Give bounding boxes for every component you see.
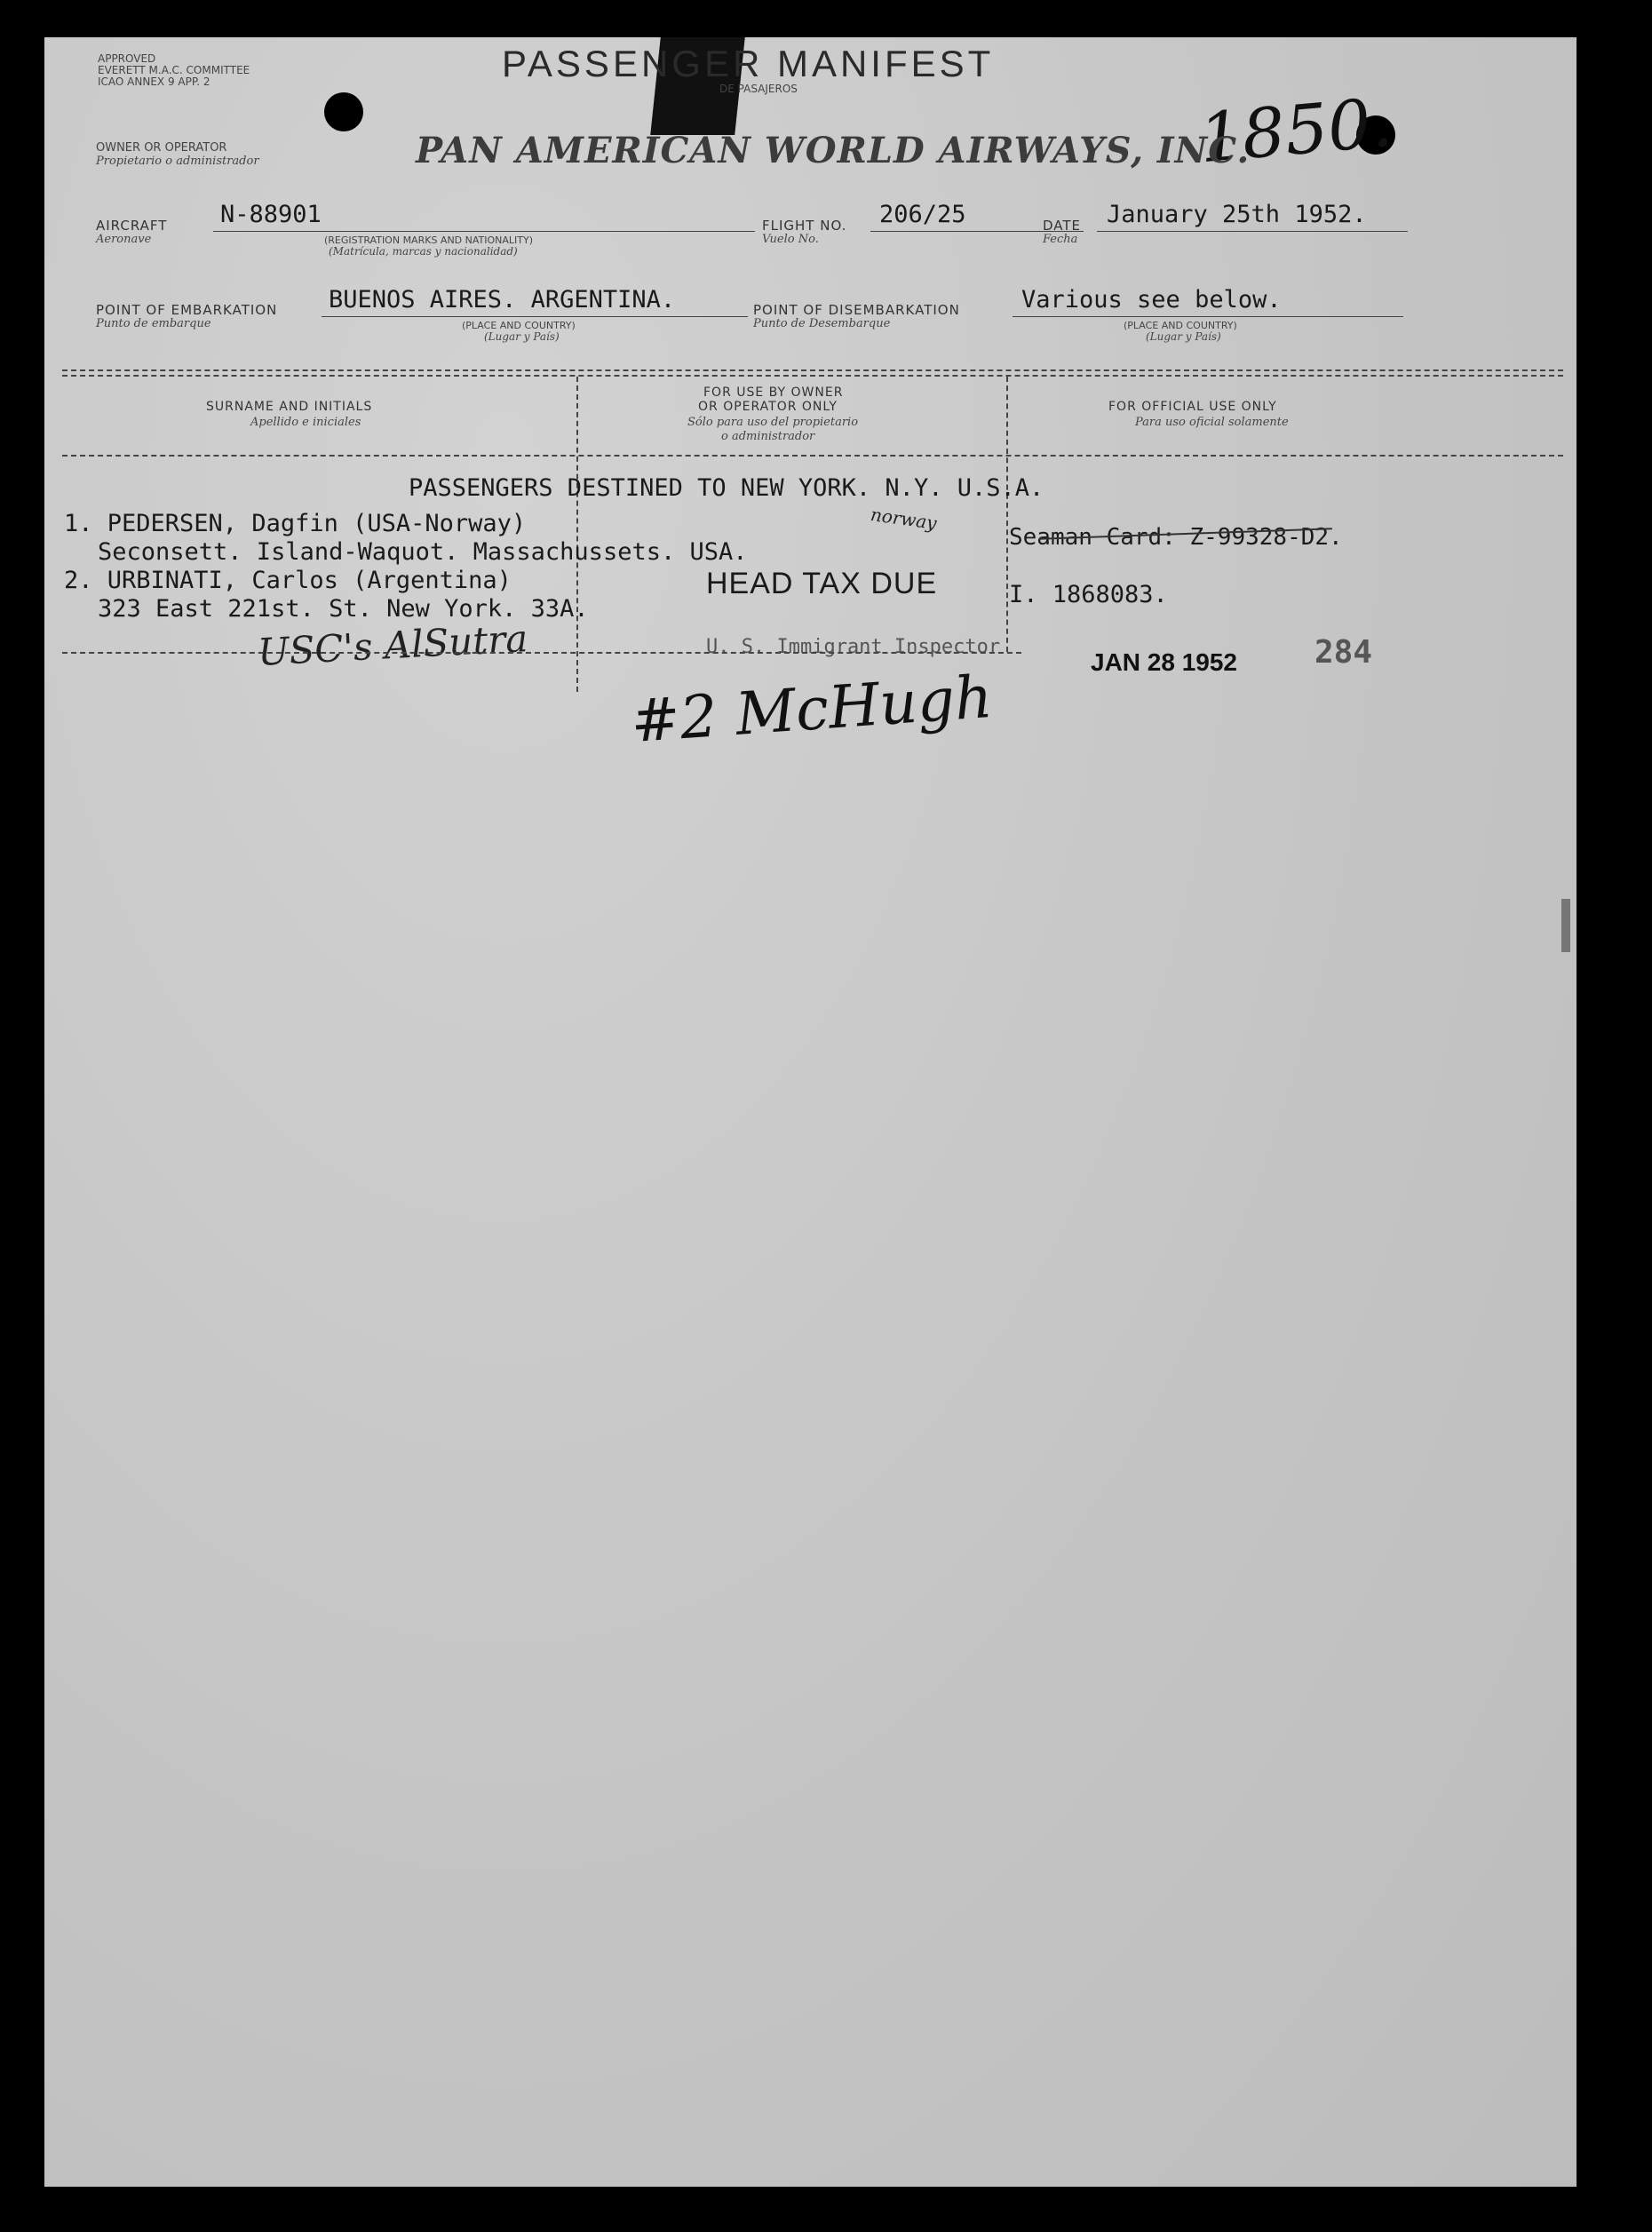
header-rule-1 xyxy=(62,369,1563,371)
date-label: DATE xyxy=(1043,218,1082,234)
manifest-title: PASSENGER MANIFEST xyxy=(502,43,995,84)
passenger-1-line-2: Seconsett. Island-Waquot. Massachussets. USA. xyxy=(98,538,748,566)
aircraft-label: AIRCRAFT xyxy=(96,218,168,234)
passenger-2-official: I. 1868083. xyxy=(1009,581,1168,608)
destination-heading: PASSENGERS DESTINED TO NEW YORK. N.Y. U.S.A. xyxy=(409,474,1044,502)
col-owner-header-es-a: Sólo para uso del propietario xyxy=(687,416,859,429)
aircraft-value: N-88901 xyxy=(220,201,322,228)
col-official-header-es: Para uso oficial solamente xyxy=(1135,416,1289,429)
disembark-underline xyxy=(1013,316,1403,317)
stamp-date: JAN 28 1952 xyxy=(1091,648,1238,676)
registration-note-es: (Matrícula, marcas y nacionalidad) xyxy=(329,245,518,258)
passenger-1-official: Seaman Card: Z-99328-D2. xyxy=(1009,524,1343,551)
owner-label-es: Propietario o administrador xyxy=(96,155,259,168)
approval-line-1: APPROVED xyxy=(98,52,156,65)
col-surname-header: SURNAME AND INITIALS xyxy=(206,400,373,414)
embark-underline xyxy=(322,316,748,317)
date-label-es: Fecha xyxy=(1043,233,1078,246)
aircraft-label-es: Aeronave xyxy=(96,233,152,246)
disembark-place-note: (PLACE AND COUNTRY) xyxy=(1124,320,1237,331)
approval-line-3: ICAO ANNEX 9 APP. 2 xyxy=(98,75,210,88)
inspector-stamp: U. S. Immigrant Inspector xyxy=(706,636,1001,658)
disembark-label: POINT OF DISEMBARKATION xyxy=(753,302,960,318)
embark-label: POINT OF EMBARKATION xyxy=(96,302,278,318)
col-official-header: FOR OFFICIAL USE ONLY xyxy=(1108,400,1277,414)
embark-place-note: (PLACE AND COUNTRY) xyxy=(462,320,576,331)
passenger-1-owner-note: norway xyxy=(869,503,939,535)
col-surname-header-es: Apellido e iniciales xyxy=(250,416,361,429)
date-underline xyxy=(1097,231,1408,232)
disembark-label-es: Punto de Desembarque xyxy=(753,317,891,330)
flight-value: 206/25 xyxy=(879,201,966,228)
passenger-2-line-2: 323 East 221st. St. New York. 33A. xyxy=(98,595,589,623)
date-value: January 25th 1952. xyxy=(1107,201,1367,228)
edge-mark xyxy=(1561,899,1570,952)
col-owner-header-b: OR OPERATOR ONLY xyxy=(698,400,838,414)
col-owner-header-a: FOR USE BY OWNER xyxy=(703,385,844,400)
inspector-signature: #2 McHugh xyxy=(628,662,995,757)
page-count: 284 xyxy=(1314,634,1373,671)
col-owner-header-es-b: o administrador xyxy=(721,430,815,443)
header-rule-2 xyxy=(62,375,1563,377)
embark-label-es: Punto de embarque xyxy=(96,317,211,330)
usc-note: USC's AlSutra xyxy=(256,616,529,674)
manifest-sheet xyxy=(44,37,1577,2187)
passenger-2-line-1: 2. URBINATI, Carlos (Argentina) xyxy=(64,567,512,594)
document-number: 1850. xyxy=(1195,82,1396,179)
column-divider-1 xyxy=(576,377,578,692)
embark-value: BUENOS AIRES. ARGENTINA. xyxy=(329,286,676,314)
manifest-subtitle: DE PASAJEROS xyxy=(719,83,798,95)
owner-value: PAN AMERICAN WORLD AIRWAYS, INC. xyxy=(416,130,1251,171)
punch-hole-left xyxy=(324,92,363,131)
embark-place-note-es: (Lugar y País) xyxy=(484,330,560,343)
owner-label: OWNER OR OPERATOR xyxy=(96,141,227,155)
flight-label: FLIGHT NO. xyxy=(762,218,847,234)
flight-label-es: Vuelo No. xyxy=(762,233,819,246)
disembark-place-note-es: (Lugar y País) xyxy=(1146,330,1221,343)
aircraft-underline xyxy=(213,231,755,232)
passenger-2-owner-note: HEAD TAX DUE xyxy=(706,567,938,600)
column-divider-2 xyxy=(1006,377,1008,652)
passenger-1-line-1: 1. PEDERSEN, Dagfin (USA-Norway) xyxy=(64,510,527,537)
registration-note: (REGISTRATION MARKS AND NATIONALITY) xyxy=(324,234,534,246)
approval-line-2: EVERETT M.A.C. COMMITTEE xyxy=(98,64,250,76)
body-bottom-rule xyxy=(62,652,1021,654)
disembark-value: Various see below. xyxy=(1021,286,1282,314)
column-header-rule xyxy=(62,455,1563,457)
